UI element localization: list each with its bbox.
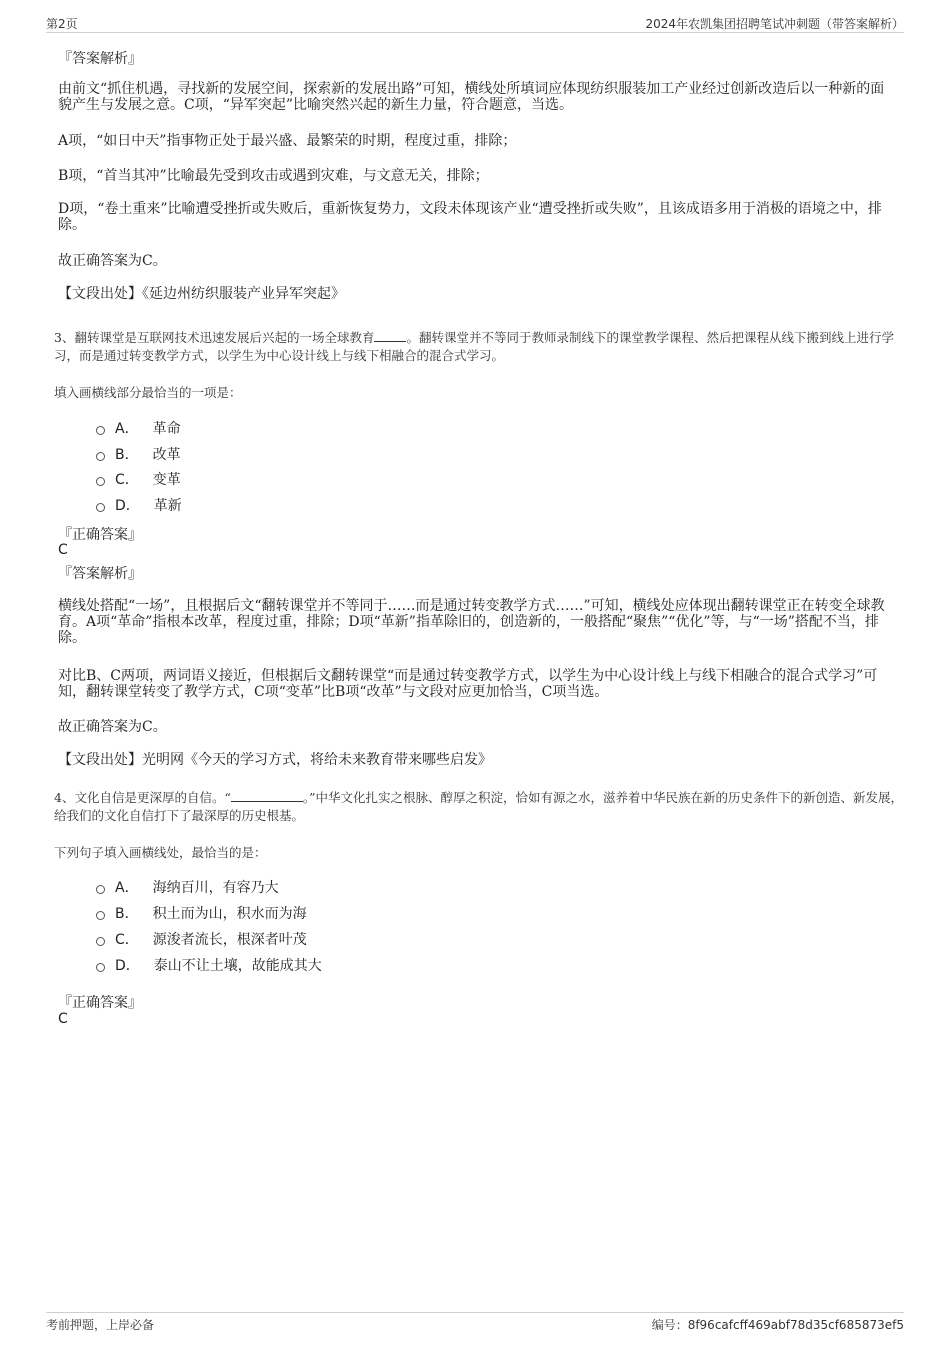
q3-answer: C (58, 542, 68, 558)
q3-blank (374, 329, 406, 342)
q3-prompt: 填入画横线部分最恰当的一项是： (54, 385, 242, 400)
q4-blank (231, 789, 303, 802)
radio-icon[interactable] (96, 911, 105, 920)
radio-icon[interactable] (96, 452, 105, 461)
radio-icon[interactable] (96, 426, 105, 435)
q2-source: 【文段出处】《延边州纺织服装产业异军突起》 (58, 286, 345, 302)
q4-answer-label: 『正确答案』 (58, 995, 142, 1011)
q4-option-d[interactable]: D． 泰山不让土壤，故能成其大 (96, 955, 322, 975)
q3-answer-label: 『正确答案』 (58, 527, 142, 543)
q4-answer: C (58, 1011, 68, 1027)
q3-option-b[interactable]: B． 改革 (96, 444, 181, 464)
page-footer (46, 1312, 904, 1333)
q3-option-a[interactable]: A． 革命 (96, 418, 181, 438)
q2-analysis-p2: A项，“如日中天”指事物正处于最兴盛、最繁荣的时期，程度过重，排除； (58, 133, 517, 149)
radio-icon[interactable] (96, 503, 105, 512)
footer-slogan: 考前押题，上岸必备 (46, 1318, 155, 1332)
q3-analysis-p3: 故正确答案为C。 (58, 719, 167, 735)
radio-icon[interactable] (96, 477, 105, 486)
q4-option-b[interactable]: B． 积土而为山，积水而为海 (96, 903, 307, 923)
q2-analysis-p4: D项，“卷土重来”比喻遭受挫折或失败后，重新恢复势力，文段未体现该产业“遭受挫折或失败”，且该成语多用于消极的语境之中，排除。 (58, 201, 882, 233)
q2-analysis-p1: 由前文“抓住机遇，寻找新的发展空间，探索新的发展出路”可知，横线处所填词应体现纺织服装加工产业经过创新改造后以一种新的面貌产生与发展之意。C项，“异军突起”比喻突然兴起的新生力量，符合题意，当选。 (58, 81, 885, 113)
page-header (46, 14, 904, 33)
q3-analysis-label: 『答案解析』 (58, 566, 142, 582)
q4-question-text: 4、文化自信是更深厚的自信。“ 。”中华文化扎实之根脉、醇厚之积淀，恰如有源之水，滋养着中华民族在新的历史条件下的新创造、新发展，给我们的文化自信打下了最深厚的历史根基。 (54, 790, 904, 823)
q3-question-text: 3、翻转课堂是互联网技术迅速发展后兴起的一场全球教育 。翻转课堂并不等同于教师录制线下的课堂教学课程、然后把课程从线下搬到线上进行学习，而是通过转变教学方式，以学生为中心设计线上与线下相融合的混合式学习。 (54, 330, 894, 363)
q2-analysis-p3: B项，“首当其冲”比喻最先受到攻击或遇到灾难，与文意无关，排除； (58, 168, 489, 184)
q3-option-c[interactable]: C． 变革 (96, 469, 181, 489)
q3-analysis-p1: 横线处搭配“一场”，且根据后文“翻转课堂并不等同于……而是通过转变教学方式……”可知，横线处应体现出翻转课堂正在转变全球教育。A项“革命”指根本改革，程度过重，排除；D项“革新”指革除旧的，创造新的，一般搭配“聚焦”“优化”等，与“一场”搭配不当，排除。 (58, 598, 885, 646)
radio-icon[interactable] (96, 885, 105, 894)
page-number: 第2页 (46, 17, 78, 31)
q3-analysis-p2: 对比B、C两项，两词语义接近，但根据后文翻转课堂“而是通过转变教学方式，以学生为中心设计线上与线下相融合的混合式学习”可知，翻转课堂转变了教学方式，C项“变革”比B项“改革”与文段对应更加恰当，C项当选。 (58, 668, 878, 700)
radio-icon[interactable] (96, 963, 105, 972)
footer-code: 编号：8f96cafcff469abf78d35cf685873ef5 (651, 1318, 904, 1332)
q2-analysis-p5: 故正确答案为C。 (58, 253, 167, 269)
q3-option-d[interactable]: D． 革新 (96, 495, 182, 515)
q4-option-c[interactable]: C． 源浚者流长，根深者叶茂 (96, 929, 307, 949)
q3-source: 【文段出处】光明网《今天的学习方式，将给未来教育带来哪些启发》 (58, 752, 492, 768)
radio-icon[interactable] (96, 937, 105, 946)
q4-option-a[interactable]: A． 海纳百川，有容乃大 (96, 877, 279, 897)
document-title: 2024年农凯集团招聘笔试冲刺题（带答案解析） (645, 17, 904, 31)
q2-analysis-label: 『答案解析』 (58, 51, 142, 67)
q4-prompt: 下列句子填入画横线处，最恰当的是： (54, 845, 267, 860)
